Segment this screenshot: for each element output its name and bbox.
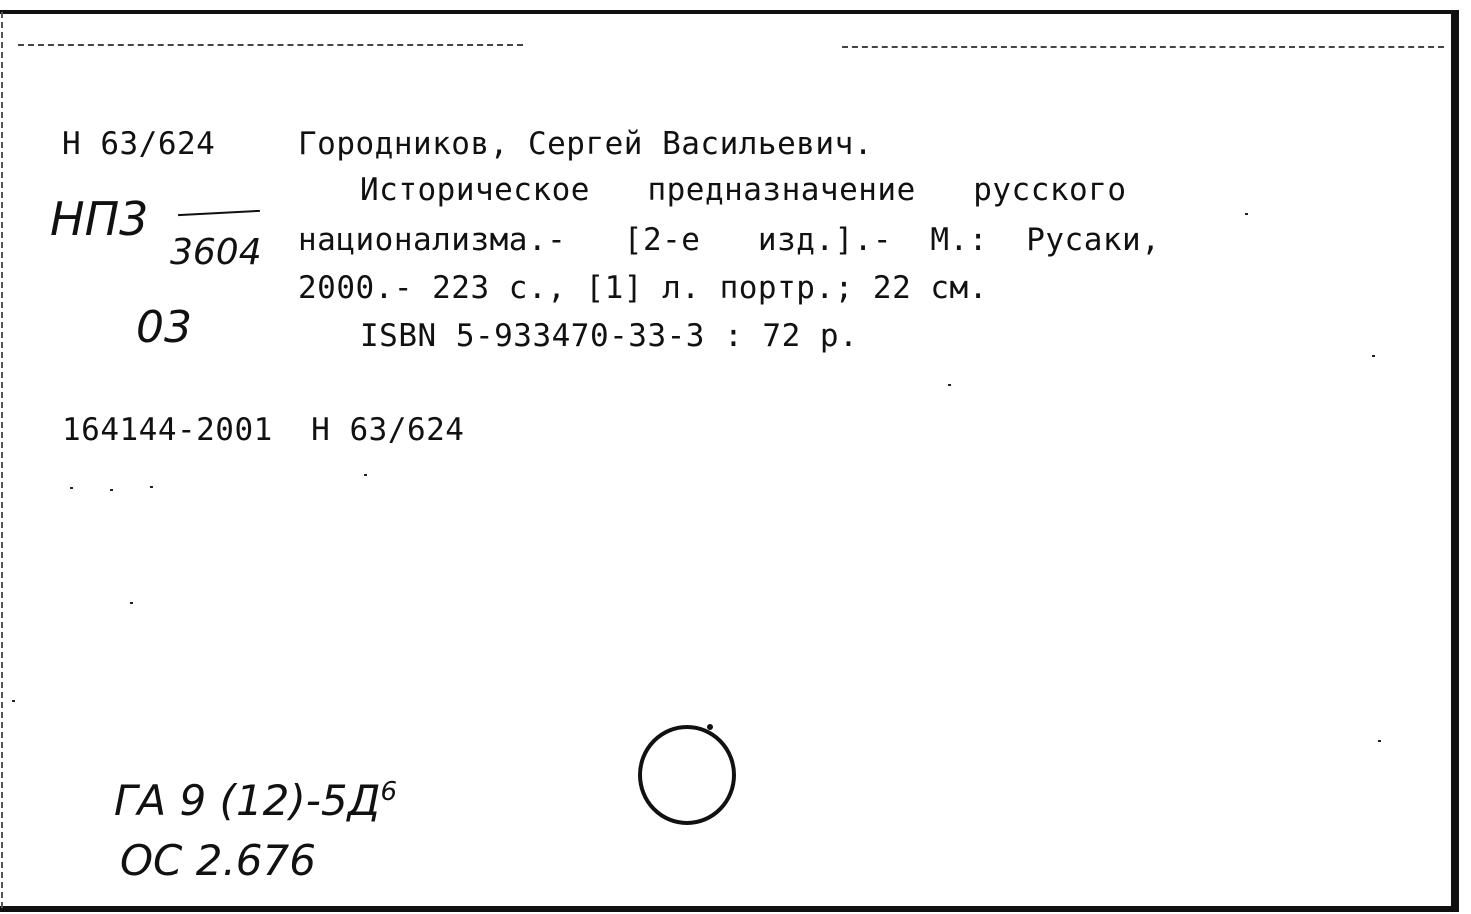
- top-dashed-rule-right: [842, 46, 1444, 48]
- handwritten-shelf-code: ОС 2.676: [120, 836, 316, 885]
- scan-speck: [150, 486, 153, 488]
- card-bottom-border: [0, 906, 1459, 912]
- scan-speck: [1372, 355, 1375, 357]
- handwritten-mark-npz: НП3: [50, 192, 149, 246]
- card-right-border: [1451, 10, 1459, 910]
- classification-superscript: 6: [380, 777, 398, 807]
- imprint-line: 2000.- 223 с., [1] л. портр.; 22 см.: [298, 270, 988, 306]
- punch-hole-icon: [630, 720, 750, 840]
- card-top-border: [0, 10, 1459, 14]
- call-number-top: Н 63/624: [62, 126, 216, 162]
- handwritten-classification: [114, 776, 397, 825]
- scan-speck: [948, 384, 951, 386]
- title-line-1: Историческое предназначение русского: [360, 172, 1127, 208]
- inventory-line: 164144-2001 Н 63/624: [62, 412, 465, 448]
- author-heading: Городников, Сергей Васильевич.: [298, 126, 873, 162]
- scan-speck: [1378, 740, 1381, 742]
- top-dashed-rule-left: [18, 44, 523, 46]
- scan-speck: [364, 474, 367, 476]
- fraction-bar: [178, 210, 260, 216]
- handwritten-mark-code: 03: [136, 302, 192, 353]
- classification-text: ГА 9 (12)-5Д: [114, 776, 381, 825]
- title-line-2: национализма.- [2-е изд.].- М.: Русаки,: [298, 222, 1161, 258]
- scan-speck: [110, 489, 113, 491]
- scan-speck: [70, 487, 73, 489]
- scan-speck: [1245, 213, 1248, 215]
- scan-speck: [12, 700, 15, 702]
- isbn-line: ISBN 5-933470-33-3 : 72 р.: [360, 318, 859, 354]
- handwritten-mark-number: 3604: [170, 232, 262, 273]
- scan-speck: [130, 602, 133, 604]
- card-left-border: [1, 12, 3, 908]
